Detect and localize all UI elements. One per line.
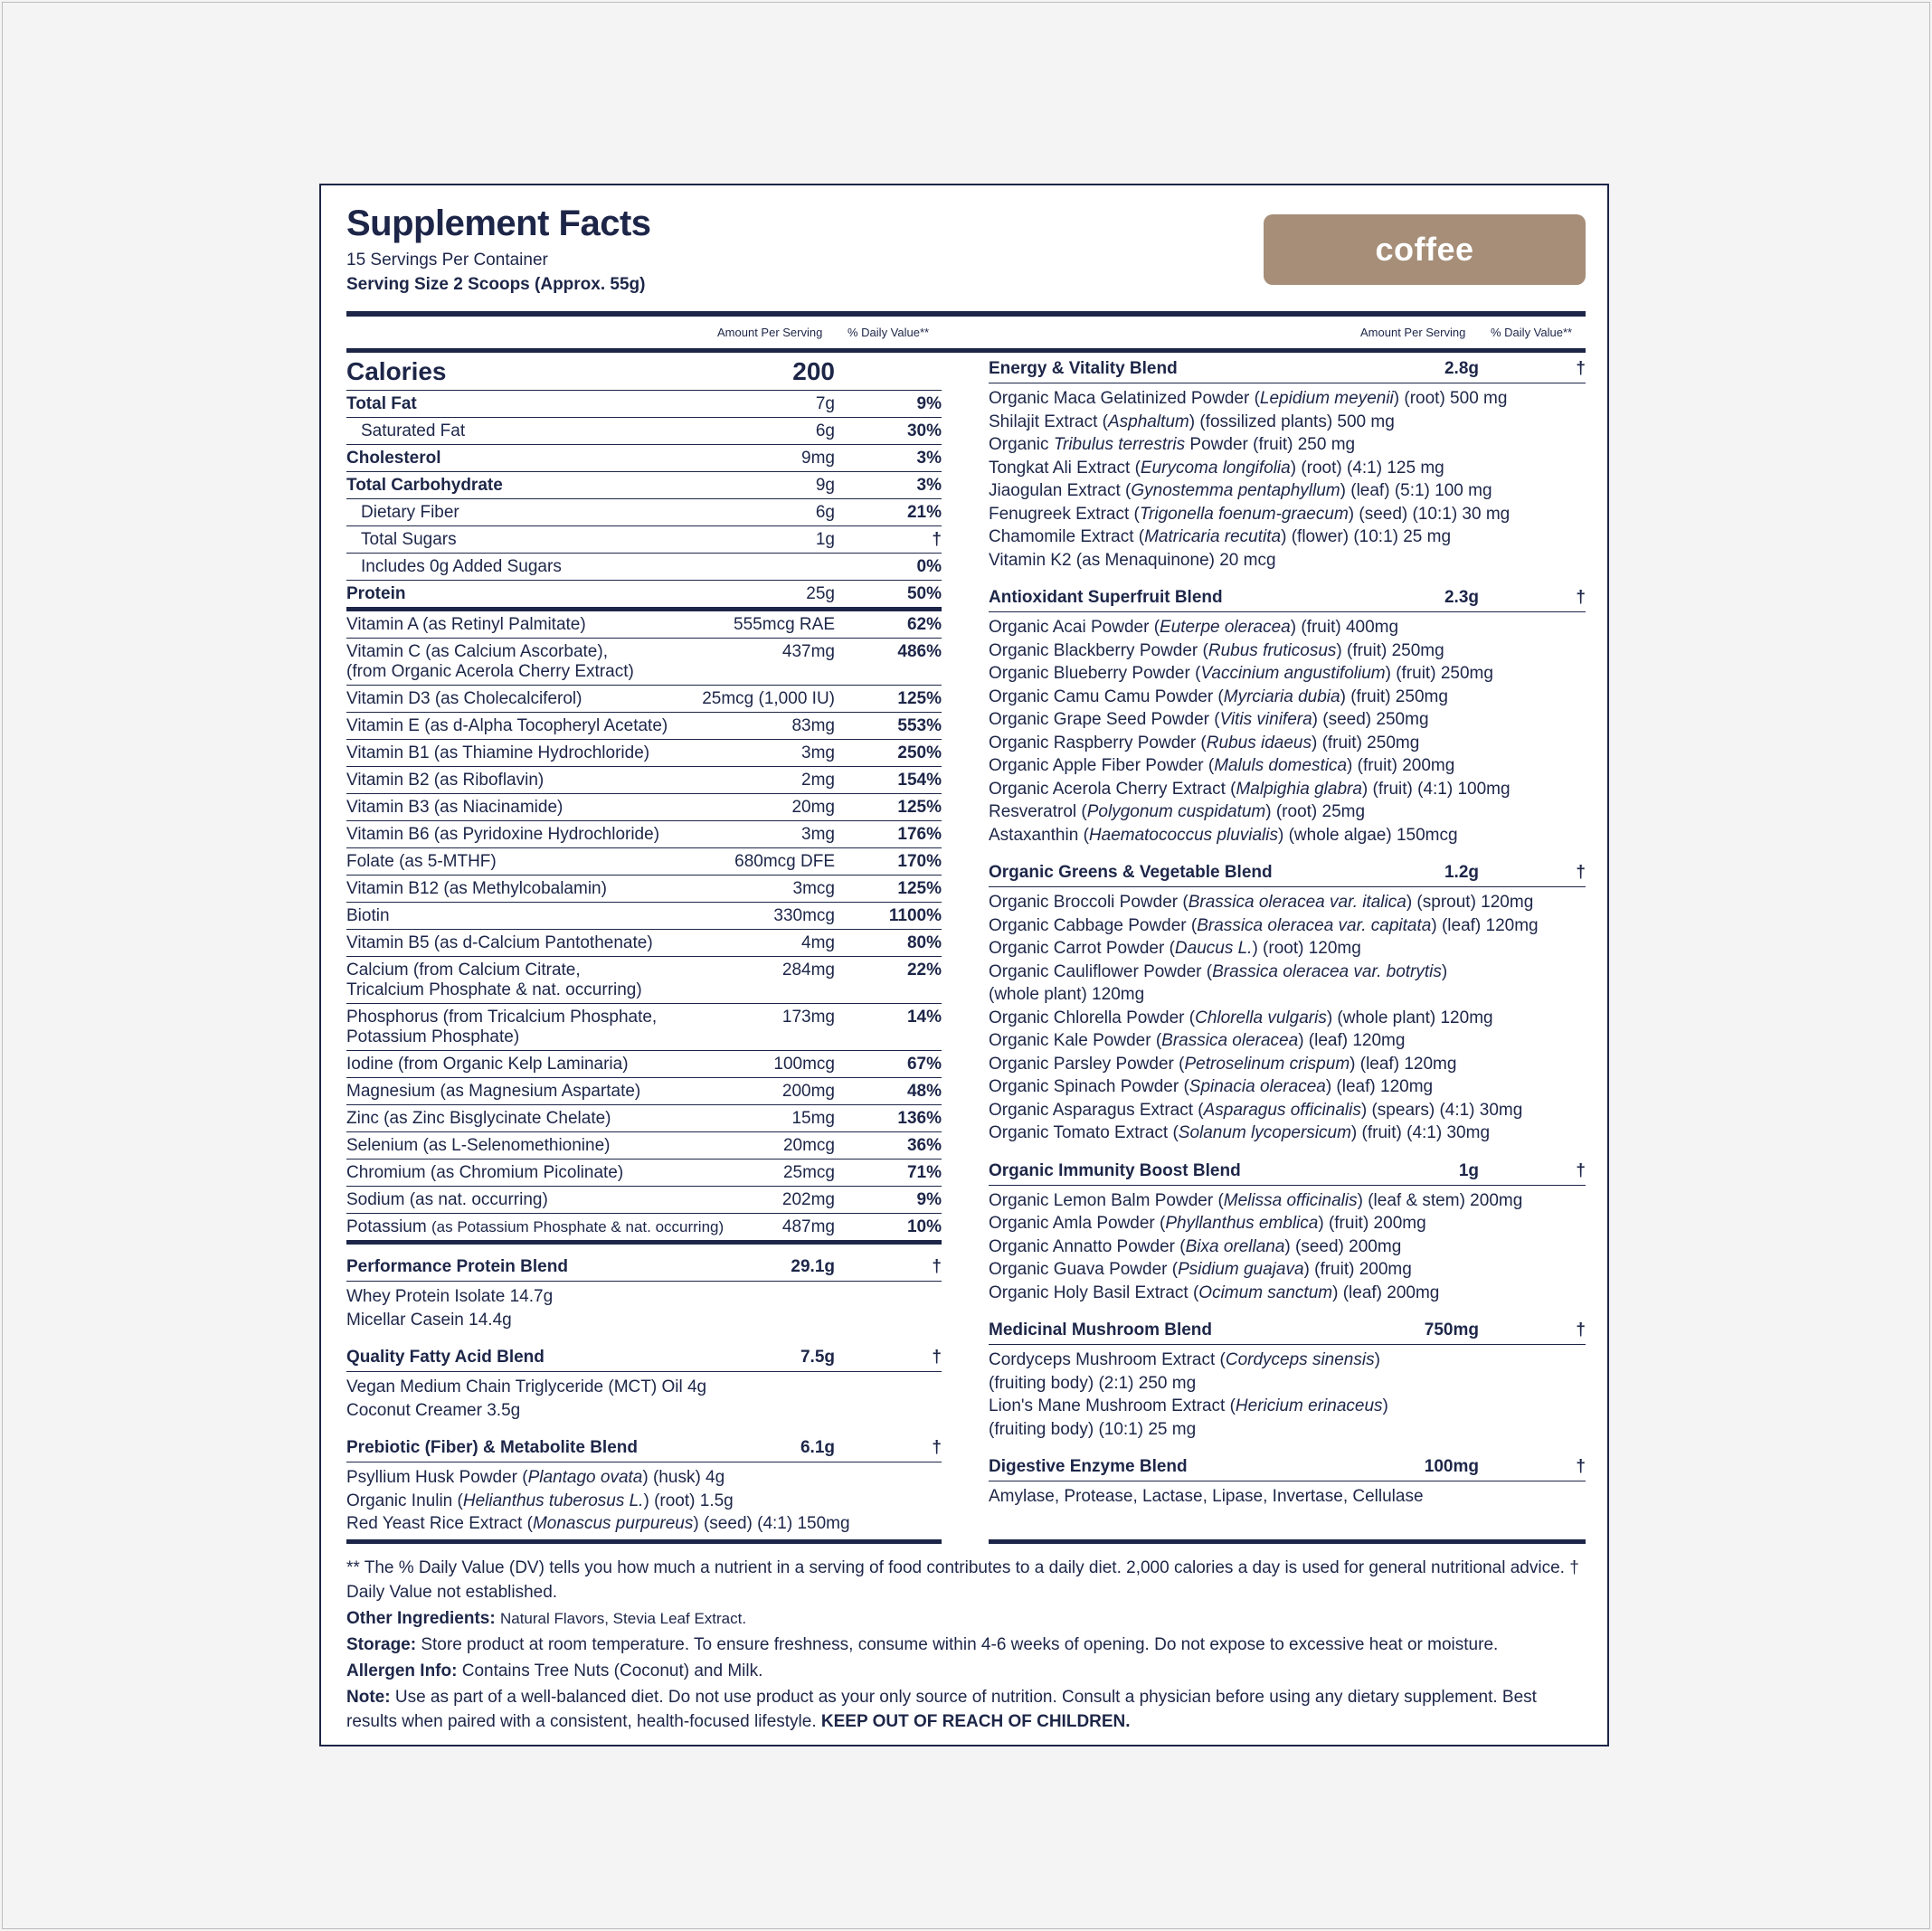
blend-daily-value: † <box>932 1257 942 1276</box>
blend-amount: 29.1g <box>791 1257 835 1276</box>
ingredient-line: Organic Asparagus Extract (Asparagus officinalis) (spears) (4:1) 30mg <box>989 1100 1523 1120</box>
vitamin-label <box>346 1214 724 1240</box>
left-bottom-divider <box>346 1539 942 1544</box>
ingredient-line: Organic Broccoli Powder (Brassica oleracea var. italica) (sprout) 120mg <box>989 893 1534 912</box>
vitamin-amount: 330mcg <box>773 906 835 925</box>
blend-section <box>989 355 1586 572</box>
blend-section <box>989 1453 1586 1509</box>
vitamin-label-line: Calcium (from Calcium Citrate, <box>346 961 581 980</box>
blend-ingredient-list <box>989 616 1586 847</box>
blend-header <box>989 1453 1586 1481</box>
vitamin-row <box>346 930 942 957</box>
left-blends <box>346 1254 942 1536</box>
allergen-info: Allergen Info: Contains Tree Nuts (Coconut) and Milk. <box>346 1661 763 1680</box>
ingredient-line: Organic Annatto Powder (Bixa orellana) (seed) 200mg <box>989 1236 1402 1256</box>
vitamin-label-line: Folate (as 5-MTHF) <box>346 852 497 871</box>
blend-ingredient-list <box>989 1349 1586 1441</box>
vitamin-label-line: Iodine (from Organic Kelp Laminaria) <box>346 1055 629 1074</box>
vitamin-row <box>346 1004 942 1051</box>
blend-name: Quality Fatty Acid Blend <box>346 1348 545 1367</box>
nutrient-amount: 9mg <box>801 449 835 468</box>
vitamin-label-line: Selenium (as L-Selenomethionine) <box>346 1136 611 1155</box>
vitamin-row <box>346 1105 942 1132</box>
blend-name: Energy & Vitality Blend <box>989 359 1178 378</box>
vitamin-label <box>346 848 497 875</box>
ingredient-line: Organic Tribulus terrestris Powder (fruit) 250 mg <box>989 435 1356 454</box>
vitamin-label-line: Biotin <box>346 906 390 925</box>
supplement-facts-panel <box>319 184 1609 1746</box>
nutrient-amount: 6g <box>815 421 835 440</box>
ingredient-line: Organic Acerola Cherry Extract (Malpighia glabra) (fruit) (4:1) 100mg <box>989 779 1511 799</box>
vitamin-label-line: Sodium (as nat. occurring) <box>346 1190 548 1209</box>
ingredient-line: Organic Parsley Powder (Petroselinum crispum) (leaf) 120mg <box>989 1054 1457 1074</box>
nutrient-label: Dietary Fiber <box>361 503 459 522</box>
vitamin-label <box>346 1187 548 1213</box>
ingredient-line: Organic Spinach Powder (Spinacia oleracea) (leaf) 120mg <box>989 1077 1434 1096</box>
nutrient-label: Cholesterol <box>346 449 441 468</box>
vitamin-label <box>346 1051 629 1077</box>
ingredient-line: Organic Raspberry Powder (Rubus idaeus) (fruit) 250mg <box>989 733 1420 753</box>
blend-daily-value: † <box>1576 588 1586 607</box>
vitamin-label-line: Vitamin E (as d-Alpha Tocopheryl Acetate) <box>346 716 668 735</box>
serving-size: Serving Size 2 Scoops (Approx. 55g) <box>346 275 646 294</box>
ingredient-line: Micellar Casein 14.4g <box>346 1310 512 1330</box>
vitamin-daily-value: 486% <box>897 642 942 661</box>
vitamin-label <box>346 686 582 712</box>
vitamin-amount: 3mg <box>801 743 835 762</box>
vitamin-label-line2: Potassium Phosphate) <box>346 1027 520 1046</box>
vitamin-daily-value: 67% <box>906 1055 942 1074</box>
blend-ingredient-list <box>346 1285 942 1331</box>
daily-value-note: ** The % Daily Value (DV) tells you how much a nutrient in a serving of food contributes to a daily diet. 2,000 calories a day is used for general nutritional advice. † Daily Value not established. <box>346 1558 1579 1602</box>
ingredient-line: Organic Tomato Extract (Solanum lycopersicum) (fruit) (4:1) 30mg <box>989 1123 1491 1142</box>
vitamins-list <box>346 611 942 1245</box>
nutrient-row <box>346 526 942 554</box>
vitamin-label <box>346 713 668 739</box>
blend-header <box>989 1158 1586 1186</box>
header-divider <box>346 348 1586 353</box>
nutrient-label: Saturated Fat <box>361 421 466 440</box>
blend-name: Performance Protein Blend <box>346 1257 568 1276</box>
vitamin-amount: 284mg <box>781 961 835 980</box>
blend-header <box>989 859 1586 887</box>
ingredient-line: Cordyceps Mushroom Extract (Cordyceps sinensis) <box>989 1350 1380 1369</box>
nutrient-label: Protein <box>346 584 406 603</box>
vitamin-label-line2: (from Organic Acerola Cherry Extract) <box>346 662 634 681</box>
vitamin-amount: 200mg <box>781 1082 835 1101</box>
vitamin-daily-value: 136% <box>897 1109 942 1128</box>
blend-daily-value: † <box>1576 1320 1586 1339</box>
servings-per-container: 15 Servings Per Container <box>346 251 548 270</box>
vitamin-row <box>346 713 942 740</box>
left-column <box>346 355 942 1536</box>
ingredient-line: Psyllium Husk Powder (Plantago ovata) (husk) 4g <box>346 1468 725 1487</box>
other-ingredients: Other Ingredients: Natural Flavors, Stevia Leaf Extract. <box>346 1609 747 1628</box>
vitamin-label-line: Vitamin A (as Retinyl Palmitate) <box>346 615 586 634</box>
nutrient-daily-value: 30% <box>906 421 942 440</box>
vitamin-amount: 100mcg <box>773 1055 835 1074</box>
vitamin-label-line: Vitamin D3 (as Cholecalciferol) <box>346 689 582 708</box>
blend-daily-value: † <box>1576 359 1586 378</box>
blend-section <box>989 859 1586 1145</box>
blend-section <box>989 1158 1586 1305</box>
vitamin-label-line2: Tricalcium Phosphate & nat. occurring) <box>346 980 642 999</box>
nutrient-amount: 6g <box>815 503 835 522</box>
blend-amount: 100mg <box>1424 1457 1479 1476</box>
vitamin-row <box>346 1160 942 1187</box>
vitamin-label <box>346 794 563 820</box>
vitamin-daily-value: 125% <box>897 689 942 708</box>
blend-name: Digestive Enzyme Blend <box>989 1457 1188 1476</box>
calories-row <box>346 355 942 391</box>
vitamin-label <box>346 1105 611 1131</box>
page-title: Supplement Facts <box>346 204 651 243</box>
right-bottom-divider <box>989 1539 1586 1544</box>
vitamin-daily-value: 80% <box>906 933 942 952</box>
blend-amount: 1g <box>1458 1160 1479 1180</box>
right-blends <box>989 355 1586 1509</box>
ingredient-line: (fruiting body) (10:1) 25 mg <box>989 1419 1197 1439</box>
ingredient-line: Vitamin K2 (as Menaquinone) 20 mcg <box>989 550 1276 570</box>
vitamin-label <box>346 1160 623 1186</box>
ingredient-line: Tongkat Ali Extract (Eurycoma longifolia) (root) (4:1) 125 mg <box>989 458 1444 478</box>
vitamin-daily-value: 14% <box>906 1008 942 1027</box>
vitamin-label <box>346 1132 611 1159</box>
top-divider <box>346 311 1586 317</box>
ingredient-line: (whole plant) 120mg <box>989 985 1145 1004</box>
nutrient-row <box>346 499 942 526</box>
vitamin-daily-value: 9% <box>916 1190 942 1209</box>
ingredient-line: Organic Guava Powder (Psidium guajava) (fruit) 200mg <box>989 1260 1412 1279</box>
ingredient-line: Coconut Creamer 3.5g <box>346 1400 521 1420</box>
blend-ingredient-list <box>346 1376 942 1422</box>
ingredient-line: Organic Inulin (Helianthus tuberosus L.) (root) 1.5g <box>346 1491 734 1510</box>
blend-section <box>989 584 1586 847</box>
vitamin-amount: 202mg <box>781 1190 835 1209</box>
amount-per-serving-header-right: Amount Per Serving <box>1360 326 1466 339</box>
ingredient-line: Jiaogulan Extract (Gynostemma pentaphyllum) (leaf) (5:1) 100 mg <box>989 481 1492 500</box>
nutrient-daily-value: † <box>932 530 942 549</box>
calories-value: 200 <box>792 357 835 385</box>
blend-ingredient-list <box>989 1485 1586 1509</box>
vitamin-daily-value: 553% <box>897 716 942 735</box>
ingredient-line: Organic Cauliflower Powder (Brassica oleracea var. botrytis) <box>989 961 1448 981</box>
vitamin-row <box>346 767 942 794</box>
vitamin-label <box>346 611 586 638</box>
ingredient-line: Organic Lemon Balm Powder (Melissa officinalis) (leaf & stem) 200mg <box>989 1190 1523 1210</box>
nutrients-list <box>346 391 942 611</box>
ingredient-line: Amylase, Protease, Lactase, Lipase, Invertase, Cellulase <box>989 1487 1424 1506</box>
blend-daily-value: † <box>1576 863 1586 882</box>
blend-header <box>989 584 1586 612</box>
vitamin-label-line: Phosphorus (from Tricalcium Phosphate, <box>346 1008 658 1027</box>
nutrient-daily-value: 21% <box>906 503 942 522</box>
vitamin-label-source: (as Potassium Phosphate & nat. occurring) <box>431 1218 724 1235</box>
vitamin-row <box>346 794 942 821</box>
ingredient-line: Chamomile Extract (Matricaria recutita) (flower) (10:1) 25 mg <box>989 527 1452 546</box>
blend-name: Organic Greens & Vegetable Blend <box>989 863 1273 882</box>
nutrient-daily-value: 9% <box>916 394 942 413</box>
blend-section <box>346 1254 942 1331</box>
nutrient-daily-value: 3% <box>916 449 942 468</box>
blend-section <box>346 1434 942 1536</box>
vitamin-label <box>346 740 649 766</box>
vitamin-label-line: Vitamin B12 (as Methylcobalamin) <box>346 879 607 898</box>
nutrient-row <box>346 418 942 445</box>
vitamin-daily-value: 1100% <box>888 906 942 925</box>
vitamin-daily-value: 250% <box>897 743 942 762</box>
vitamin-row <box>346 1051 942 1078</box>
blend-amount: 750mg <box>1424 1320 1479 1339</box>
vitamin-row <box>346 639 942 686</box>
blend-ingredient-list <box>989 1189 1586 1305</box>
vitamin-label-line: Vitamin C (as Calcium Ascorbate), <box>346 642 608 661</box>
nutrient-label: Total Carbohydrate <box>346 476 503 495</box>
nutrient-label: Total Fat <box>346 394 417 413</box>
vitamin-label-line: Vitamin B6 (as Pyridoxine Hydrochloride) <box>346 825 660 844</box>
blend-amount: 2.3g <box>1444 588 1479 607</box>
blend-daily-value: † <box>1576 1457 1586 1476</box>
right-column <box>989 355 1586 1509</box>
blend-daily-value: † <box>1576 1160 1586 1180</box>
vitamin-label-line: Vitamin B3 (as Niacinamide) <box>346 798 564 817</box>
nutrient-row <box>346 391 942 418</box>
blend-ingredient-list <box>989 387 1586 572</box>
vitamin-amount: 2mg <box>801 771 835 790</box>
blend-section <box>989 1317 1586 1441</box>
nutrient-amount: 9g <box>815 476 835 495</box>
ingredient-line: Astaxanthin (Haematococcus pluvialis) (whole algae) 150mcg <box>989 825 1458 845</box>
ingredient-line: Organic Blackberry Powder (Rubus fruticosus) (fruit) 250mg <box>989 640 1444 660</box>
vitamin-daily-value: 62% <box>906 615 942 634</box>
vitamin-label <box>346 767 544 793</box>
blend-header <box>989 1317 1586 1345</box>
vitamin-label <box>346 903 390 929</box>
vitamin-row <box>346 903 942 930</box>
vitamin-label <box>346 930 653 956</box>
nutrient-label: Total Sugars <box>361 530 457 549</box>
ingredient-line: Organic Blueberry Powder (Vaccinium angustifolium) (fruit) 250mg <box>989 664 1493 683</box>
nutrient-row <box>346 554 942 581</box>
vitamin-label <box>346 1008 657 1047</box>
vitamin-amount: 173mg <box>781 1008 835 1027</box>
vitamin-daily-value: 36% <box>906 1136 942 1155</box>
vitamin-row <box>346 611 942 639</box>
vitamin-row <box>346 686 942 713</box>
vitamin-row <box>346 740 942 767</box>
ingredient-line: Red Yeast Rice Extract (Monascus purpureus) (seed) (4:1) 150mg <box>346 1514 850 1533</box>
vitamin-daily-value: 10% <box>906 1217 942 1236</box>
vitamin-amount: 83mg <box>791 716 835 735</box>
storage-info: Storage: Store product at room temperature. To ensure freshness, consume within 4-6 weeks of opening. Do not expose to excessive heat or moisture. <box>346 1635 1499 1654</box>
vitamin-daily-value: 22% <box>906 961 942 980</box>
ingredient-line: Organic Maca Gelatinized Powder (Lepidium meyenii) (root) 500 mg <box>989 389 1508 408</box>
vitamin-amount: 25mcg (1,000 IU) <box>702 689 835 708</box>
blend-name: Prebiotic (Fiber) & Metabolite Blend <box>346 1438 638 1457</box>
vitamin-row <box>346 957 942 1004</box>
blend-daily-value: † <box>932 1438 942 1457</box>
ingredient-line: Organic Holy Basil Extract (Ocimum sanctum) (leaf) 200mg <box>989 1283 1440 1302</box>
nutrient-amount: 7g <box>815 394 835 413</box>
vitamin-label <box>346 876 607 902</box>
ingredient-line: Organic Amla Powder (Phyllanthus emblica) (fruit) 200mg <box>989 1214 1426 1233</box>
nutrient-daily-value: 0% <box>916 557 942 576</box>
ingredient-line: Organic Kale Powder (Brassica oleracea) (leaf) 120mg <box>989 1031 1406 1050</box>
vitamin-label-line: Chromium (as Chromium Picolinate) <box>346 1163 624 1182</box>
vitamin-row <box>346 1214 942 1245</box>
ingredient-line: Organic Grape Seed Powder (Vitis vinifera) (seed) 250mg <box>989 710 1429 729</box>
blend-ingredient-list <box>989 891 1586 1145</box>
blend-section <box>346 1344 942 1422</box>
vitamin-amount: 680mcg DFE <box>734 852 835 871</box>
vitamin-label-line: Magnesium (as Magnesium Aspartate) <box>346 1082 641 1101</box>
ingredient-line: Organic Chlorella Powder (Chlorella vulgaris) (whole plant) 120mg <box>989 1008 1493 1027</box>
vitamin-row <box>346 821 942 848</box>
ingredient-line: Vegan Medium Chain Triglyceride (MCT) Oil 4g <box>346 1377 707 1396</box>
blend-ingredient-list <box>346 1466 942 1536</box>
vitamin-label <box>346 642 634 682</box>
amount-per-serving-header-left: Amount Per Serving <box>717 326 823 339</box>
ingredient-line: Organic Acai Powder (Euterpe oleracea) (fruit) 400mg <box>989 618 1399 637</box>
ingredient-line: Fenugreek Extract (Trigonella foenum-graecum) (seed) (10:1) 30 mg <box>989 504 1511 524</box>
vitamin-amount: 20mcg <box>782 1136 835 1155</box>
vitamin-row <box>346 848 942 876</box>
vitamin-amount: 4mg <box>801 933 835 952</box>
vitamin-daily-value: 125% <box>897 798 942 817</box>
vitamin-daily-value: 176% <box>897 825 942 844</box>
vitamin-label-line: Vitamin B1 (as Thiamine Hydrochloride) <box>346 743 650 762</box>
blend-header <box>989 355 1586 383</box>
vitamin-amount: 3mcg <box>792 879 835 898</box>
daily-value-header-right: % Daily Value** <box>1491 326 1573 339</box>
blend-amount: 1.2g <box>1444 863 1479 882</box>
blend-amount: 2.8g <box>1444 359 1479 378</box>
vitamin-amount: 555mcg RAE <box>734 615 835 634</box>
vitamin-amount: 20mg <box>791 798 835 817</box>
ingredient-line: (fruiting body) (2:1) 250 mg <box>989 1373 1197 1393</box>
vitamin-label-line: Zinc (as Zinc Bisglycinate Chelate) <box>346 1109 611 1128</box>
blend-header <box>346 1254 942 1282</box>
vitamin-label <box>346 821 659 847</box>
ingredient-line: Resveratrol (Polygonum cuspidatum) (root) 25mg <box>989 802 1366 821</box>
blend-name: Medicinal Mushroom Blend <box>989 1320 1213 1339</box>
ingredient-line: Organic Camu Camu Powder (Myrciaria dubia) (fruit) 250mg <box>989 686 1448 706</box>
vitamin-label-line: Vitamin B5 (as d-Calcium Pantothenate) <box>346 933 653 952</box>
vitamin-label <box>346 961 642 1000</box>
vitamin-amount: 487mg <box>781 1217 835 1236</box>
vitamin-amount: 437mg <box>781 642 835 661</box>
vitamin-daily-value: 48% <box>906 1082 942 1101</box>
blend-name: Antioxidant Superfruit Blend <box>989 588 1223 607</box>
nutrient-daily-value: 50% <box>906 584 942 603</box>
flavor-badge: coffee <box>1264 214 1586 285</box>
blend-name: Organic Immunity Boost Blend <box>989 1160 1241 1180</box>
blend-amount: 7.5g <box>800 1348 835 1367</box>
vitamin-daily-value: 71% <box>906 1163 942 1182</box>
vitamin-row <box>346 1078 942 1105</box>
blend-amount: 6.1g <box>800 1438 835 1457</box>
vitamin-daily-value: 170% <box>897 852 942 871</box>
vitamin-row <box>346 1132 942 1160</box>
usage-note: Note: Use as part of a well-balanced diet. Do not use product as your only source of nutrition. Consult a physician before using any dietary supplement. Best results when paired with a consistent, health-focused lifestyle. KEEP OUT OF REACH OF CHILDREN. <box>346 1688 1537 1731</box>
footer <box>346 1556 1586 1734</box>
vitamin-row <box>346 876 942 903</box>
ingredient-line: Organic Carrot Powder (Daucus L.) (root) 120mg <box>989 939 1361 958</box>
vitamin-daily-value: 125% <box>897 879 942 898</box>
nutrient-label: Includes 0g Added Sugars <box>361 557 562 576</box>
ingredient-line: Shilajit Extract (Asphaltum) (fossilized plants) 500 mg <box>989 412 1395 431</box>
vitamin-label <box>346 1078 640 1104</box>
ingredient-line: Organic Cabbage Powder (Brassica oleracea var. capitata) (leaf) 120mg <box>989 915 1539 935</box>
ingredient-line: Lion's Mane Mushroom Extract (Hericium erinaceus) <box>989 1396 1388 1415</box>
vitamin-daily-value: 154% <box>897 771 942 790</box>
ingredient-line: Whey Protein Isolate 14.7g <box>346 1287 554 1306</box>
vitamin-row <box>346 1187 942 1214</box>
nutrient-row <box>346 445 942 472</box>
ingredient-line: Organic Apple Fiber Powder (Maluls domestica) (fruit) 200mg <box>989 756 1455 775</box>
blend-daily-value: † <box>932 1348 942 1367</box>
nutrient-daily-value: 3% <box>916 476 942 495</box>
vitamin-amount: 3mg <box>801 825 835 844</box>
vitamin-amount: 15mg <box>791 1109 835 1128</box>
daily-value-header-left: % Daily Value** <box>848 326 930 339</box>
blend-header <box>346 1344 942 1372</box>
blend-header <box>346 1434 942 1462</box>
nutrient-row <box>346 472 942 499</box>
calories-label: Calories <box>346 357 447 385</box>
nutrient-amount: 1g <box>815 530 835 549</box>
vitamin-amount: 25mcg <box>782 1163 835 1182</box>
nutrient-row <box>346 581 942 611</box>
vitamin-label-line: Vitamin B2 (as Riboflavin) <box>346 771 545 790</box>
vitamin-label-line: Potassium <box>346 1217 427 1236</box>
nutrient-amount: 25g <box>806 584 835 603</box>
